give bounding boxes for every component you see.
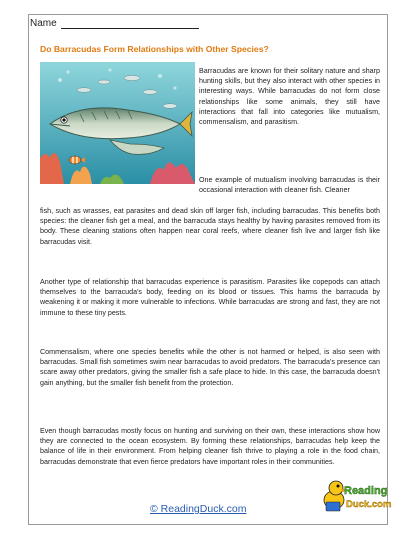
- readingduck-link[interactable]: © ReadingDuck.com: [150, 503, 247, 515]
- name-field: [30, 18, 199, 29]
- name-line[interactable]: [61, 19, 199, 29]
- paragraph-intro: Barracudas are known for their solitary nature and sharp hunting skills, but they also interact with other species in interesting ways. While barracudas do not form close relationships like some animals, they still have interactions that fall into categories like mutualism, commensalism, and parasitism.: [199, 67, 380, 127]
- paragraph-mutualism-start: One example of mutualism involving barracudas is their occasional interaction with cleaner fish. Cleaner: [199, 176, 380, 195]
- paragraph-conclusion: Even though barracudas mostly focus on hunting and surviving on their own, these interactions show how they are connected to the ocean ecosystem. By forming these relationships, barracudas help keep the balance of life in their environment. From helping cleaner fish thrive to playing a role in the food chain, barracudas demonstrate that even fierce predators have important roles in their communities.: [40, 427, 380, 466]
- reading-duck-logo: [322, 470, 392, 518]
- barracuda-illustration: [40, 62, 195, 184]
- worksheet-title: Do Barracudas Form Relationships with Other Species?: [40, 44, 269, 54]
- paragraph-commensalism: Commensalism, where one species benefits while the other is not harmed or helped, is also seen with barracudas. Small fish sometimes swim near barracudas to avoid predators. The barracuda's presence can scare away other predators, giving the smaller fish a safe place to hide. In this case, the barracuda doesn't gain anything, but the smaller fish benefit from the protection.: [40, 348, 380, 387]
- logo-text-reading: Reading: [344, 485, 388, 497]
- name-label: Name: [30, 18, 57, 29]
- logo-text-duck: Duck.com: [346, 499, 392, 510]
- paragraph-mutualism: fish, such as wrasses, eat parasites and dead skin off larger fish, including barracudas. This benefits both species: the cleaner fish get a meal, and the barracuda stays healthy by having parasites removed from its body. These cleaning stations often happen near coral reefs, where cleaner fish live and larger fish like barracudas visit.: [40, 207, 380, 246]
- paragraph-parasitism: Another type of relationship that barracudas experience is parasitism. Parasites like copepods can attach themselves to the barracuda's body, feeding on its blood or tissues. This harms the barracuda by weakening it or making it more vulnerable to infections. While barracudas are strong and fast, they are not immune to these tiny pests.: [40, 278, 380, 317]
